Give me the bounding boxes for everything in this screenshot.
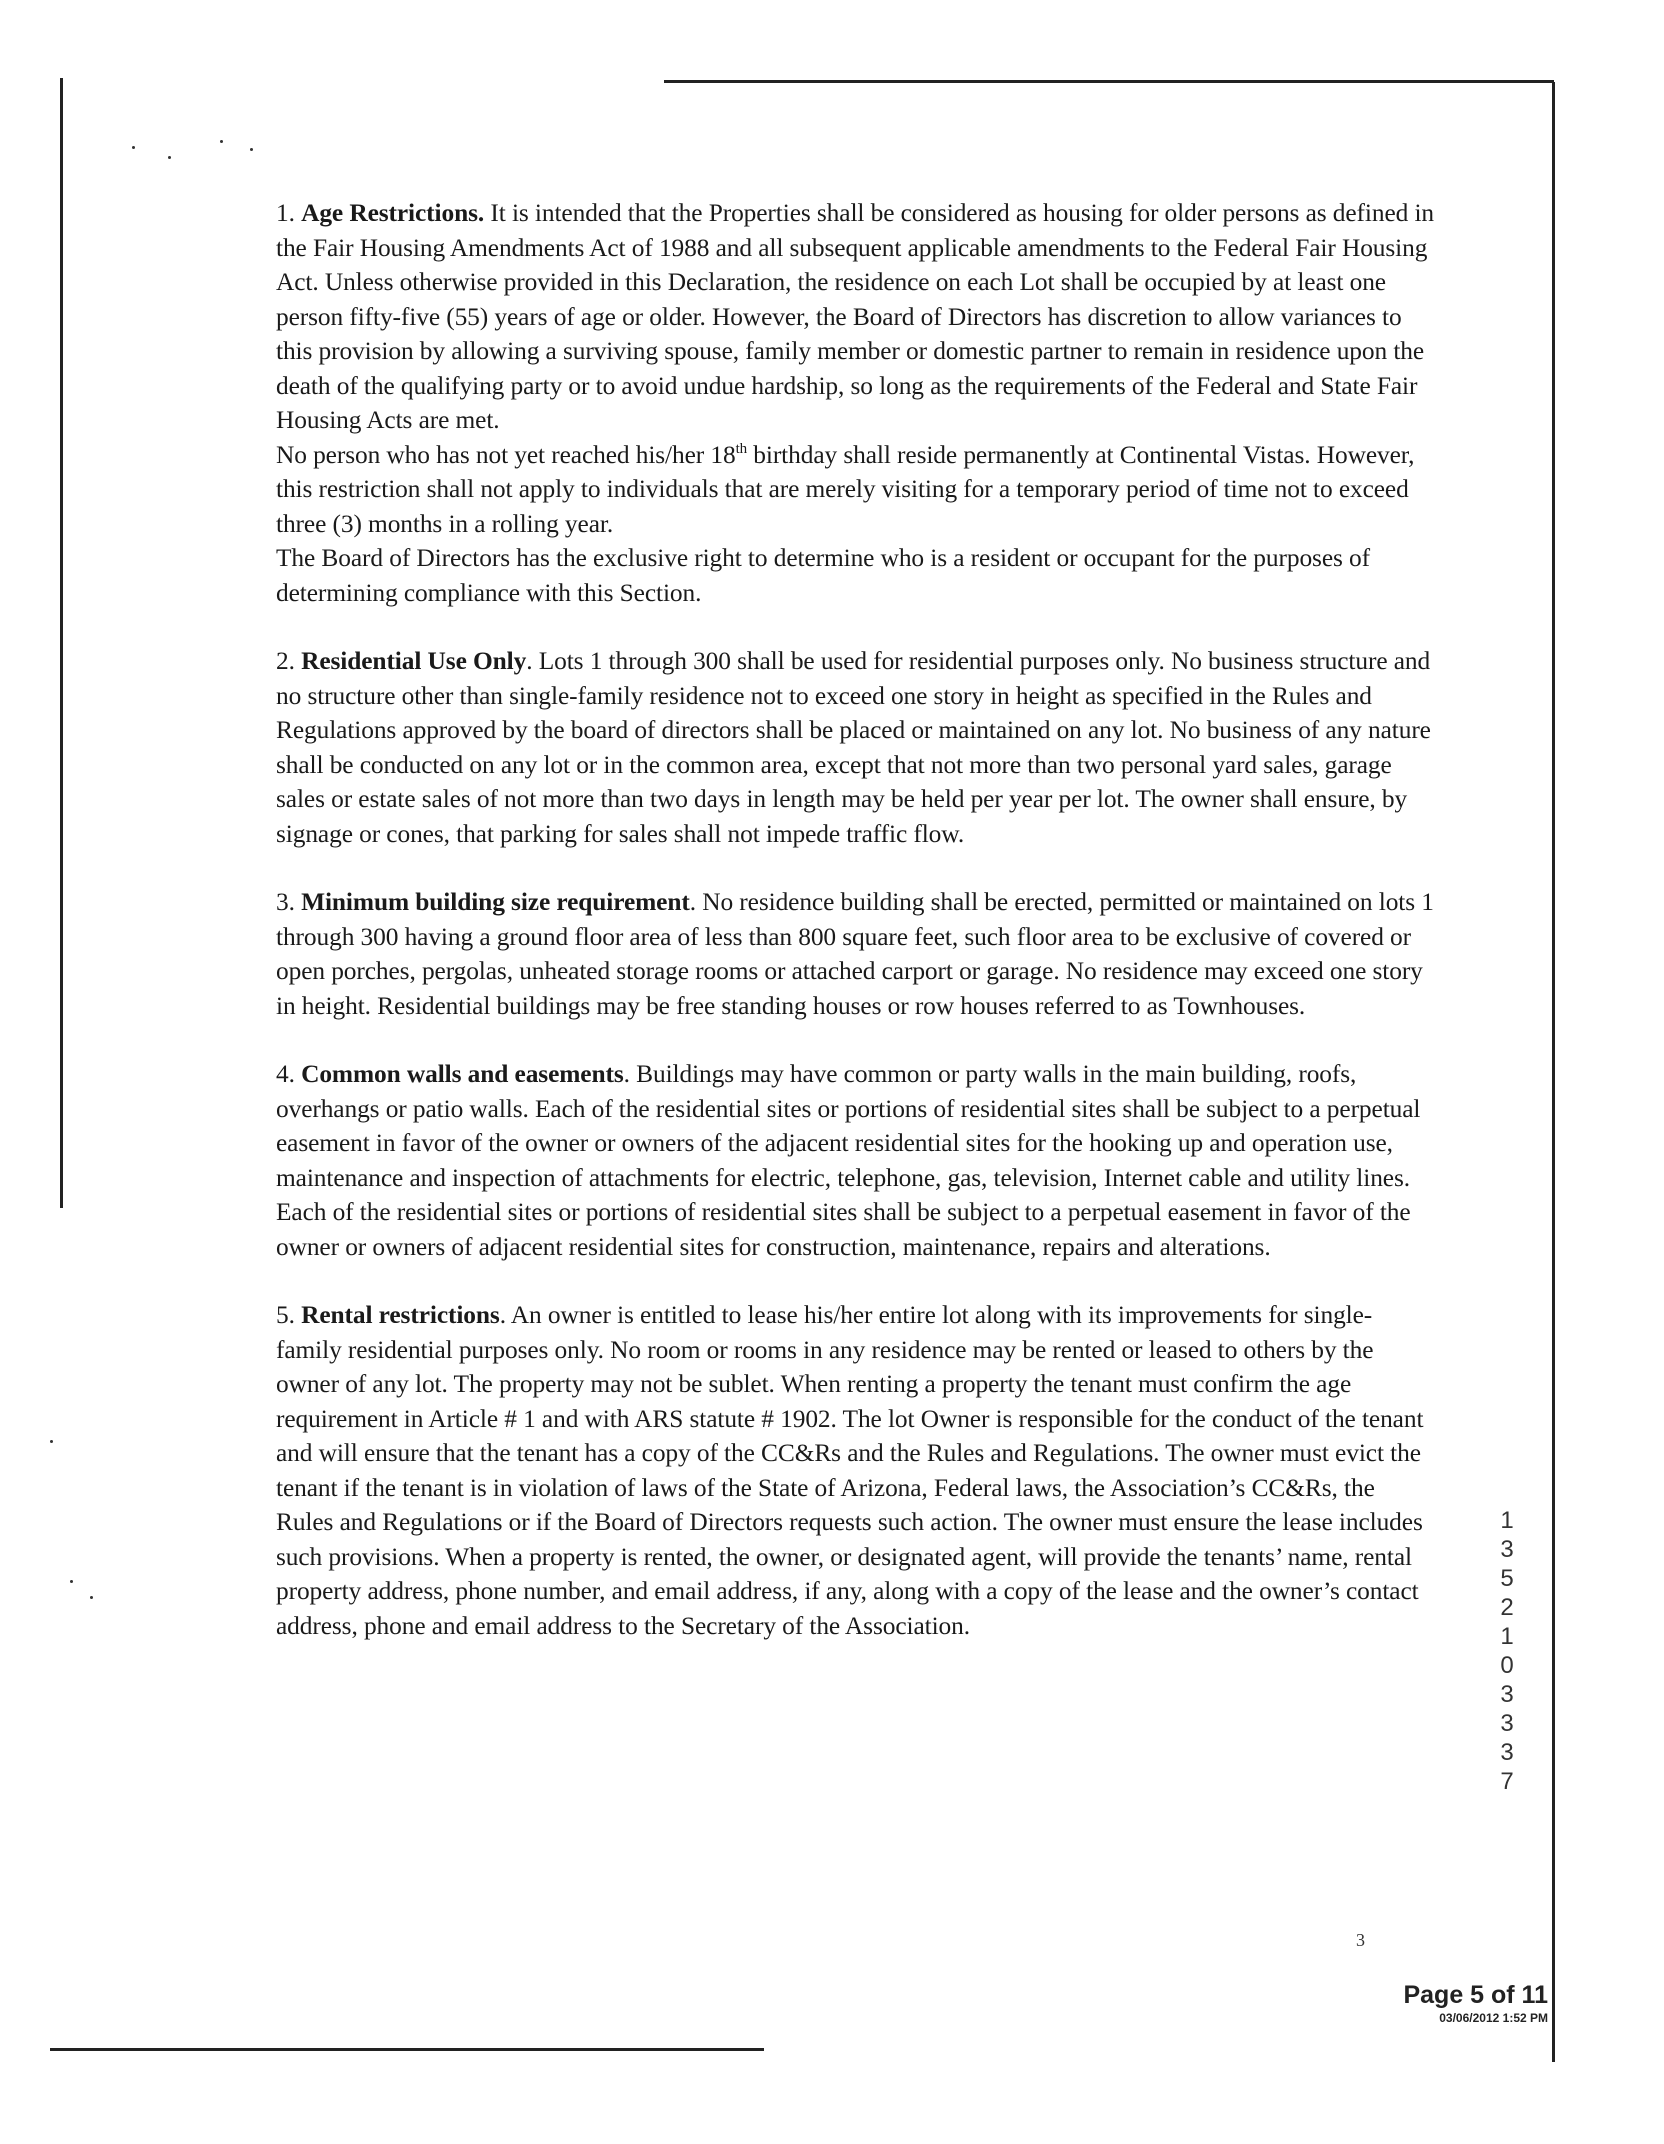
scan-border-top (664, 80, 1554, 83)
scan-border-right (1552, 82, 1555, 2062)
section-heading: Age Restrictions. (301, 199, 485, 227)
section-minimum-building-size (276, 885, 1436, 1023)
scan-border-bottom (50, 2048, 764, 2051)
scan-speck (90, 1596, 93, 1599)
section-number: 3. (276, 888, 295, 916)
document-body (276, 196, 1436, 1677)
section-body: . An owner is entitled to lease his/her entire lot along with its improvements for single-family residential purposes only. No room or rooms in any residence may be rented or leased to others by the owner of any lot. The property may not be sublet. When renting a property the tenant must confirm the age requirement in Article # 1 and with ARS statute # 1902. The lot Owner is responsible for the conduct of the tenant and will ensure that the tenant has a copy of the CC&Rs and the Rules and Regulations. The owner must evict the tenant if the tenant is in violation of laws of the State of Arizona, Federal laws, the Association’s CC&Rs, the Rules and Regulations or if the Board of Directors requests such action. The owner must ensure the lease includes such provisions. When a property is rented, the owner, or designated agent, will provide the tenants’ name, rental property address, phone number, and email address, if any, along with a copy of the lease and the owner’s contact address, phone and email address to the Secretary of the Association. (276, 1301, 1424, 1640)
handwritten-page-mark: 3 (1356, 1930, 1365, 1950)
section-body: . No residence building shall be erected, permitted or maintained on lots 1 through 300 having a ground floor area of less than 800 square feet, such floor area to be exclusive of covered or open porches, pergolas, unheated storage rooms or attached carport or garage. No residence may exceed one story in height. Residential buildings may be free standing houses or row houses referred to as Townhouses. (276, 888, 1434, 1020)
section-heading: Residential Use Only (301, 647, 527, 675)
scan-speck (168, 156, 171, 159)
section-rental-restrictions (276, 1298, 1436, 1643)
section-heading: Common walls and easements (301, 1060, 624, 1088)
page-footer (1280, 1980, 1548, 2026)
scan-border-left (60, 78, 63, 1208)
timestamp: 03/06/2012 1:52 PM (1439, 2011, 1548, 2025)
section-body: No person who has not yet reached his/her 18 (276, 440, 736, 469)
section-number: 4. (276, 1060, 295, 1088)
superscript: th (735, 440, 748, 457)
scan-speck (250, 148, 253, 151)
section-body: . Buildings may have common or party walls in the main building, roofs, overhangs or patio walls. Each of the residential sites or portions of residential sites shall be subject to a perpetual easement in favor of the owner or owners of the adjacent residential sites for the hooking up and operation use, maintenance and inspection of attachments for electric, telephone, gas, television, Internet cable and utility lines. Each of the residential sites or portions of residential sites shall be subject to a perpetual easement in favor of the owner or owners of adjacent residential sites for construction, maintenance, repairs and alterations. (276, 1060, 1421, 1261)
section-number: 2. (276, 647, 295, 675)
recording-number-stamp: 13521 03337 (1500, 1507, 1514, 1795)
section-heading: Minimum building size requirement (301, 888, 690, 916)
section-residential-use (276, 644, 1436, 851)
scan-speck (70, 1580, 73, 1583)
section-heading: Rental restrictions (301, 1301, 500, 1329)
scan-speck (132, 146, 135, 149)
section-age-restrictions (276, 196, 1436, 610)
page-indicator: Page 5 of 11 (1403, 1981, 1548, 2009)
section-body: The Board of Directors has the exclusive right to determine who is a resident or occupant for the purposes of determining compliance with this Section. (276, 544, 1370, 607)
section-body: It is intended that the Properties shall be considered as housing for older persons as defined in the Fair Housing Amendments Act of 1988 and all subsequent applicable amendments to the Federal Fair Housing Act. Unless otherwise provided in this Declaration, the residence on each Lot shall be occupied by at least one person fifty-five (55) years of age or older. However, the Board of Directors has discretion to allow variances to this provision by allowing a surviving spouse, family member or domestic partner to remain in residence upon the death of the qualifying party or to avoid undue hardship, so long as the requirements of the Federal and State Fair Housing Acts are met. (276, 199, 1435, 434)
section-number: 5. (276, 1301, 295, 1329)
section-body: birthday shall reside permanently at Continental Vistas. However, this restriction shall not apply to individuals that are merely visiting for a temporary period of time not to exceed three (3) months in a rolling year. (276, 440, 1415, 538)
scan-speck (50, 1440, 53, 1443)
scan-speck (220, 140, 223, 143)
section-body: . Lots 1 through 300 shall be used for residential purposes only. No business structure and no structure other than single-family residence not to exceed one story in height as specified in the Rules and Regulations approved by the board of directors shall be placed or maintained on any lot. No business of any nature shall be conducted on any lot or in the common area, except that not more than two personal yard sales, garage sales or estate sales of not more than two days in length may be held per year per lot. The owner shall ensure, by signage or cones, that parking for sales shall not impede traffic flow. (276, 647, 1431, 848)
section-number: 1. (276, 199, 295, 227)
section-common-walls (276, 1057, 1436, 1264)
